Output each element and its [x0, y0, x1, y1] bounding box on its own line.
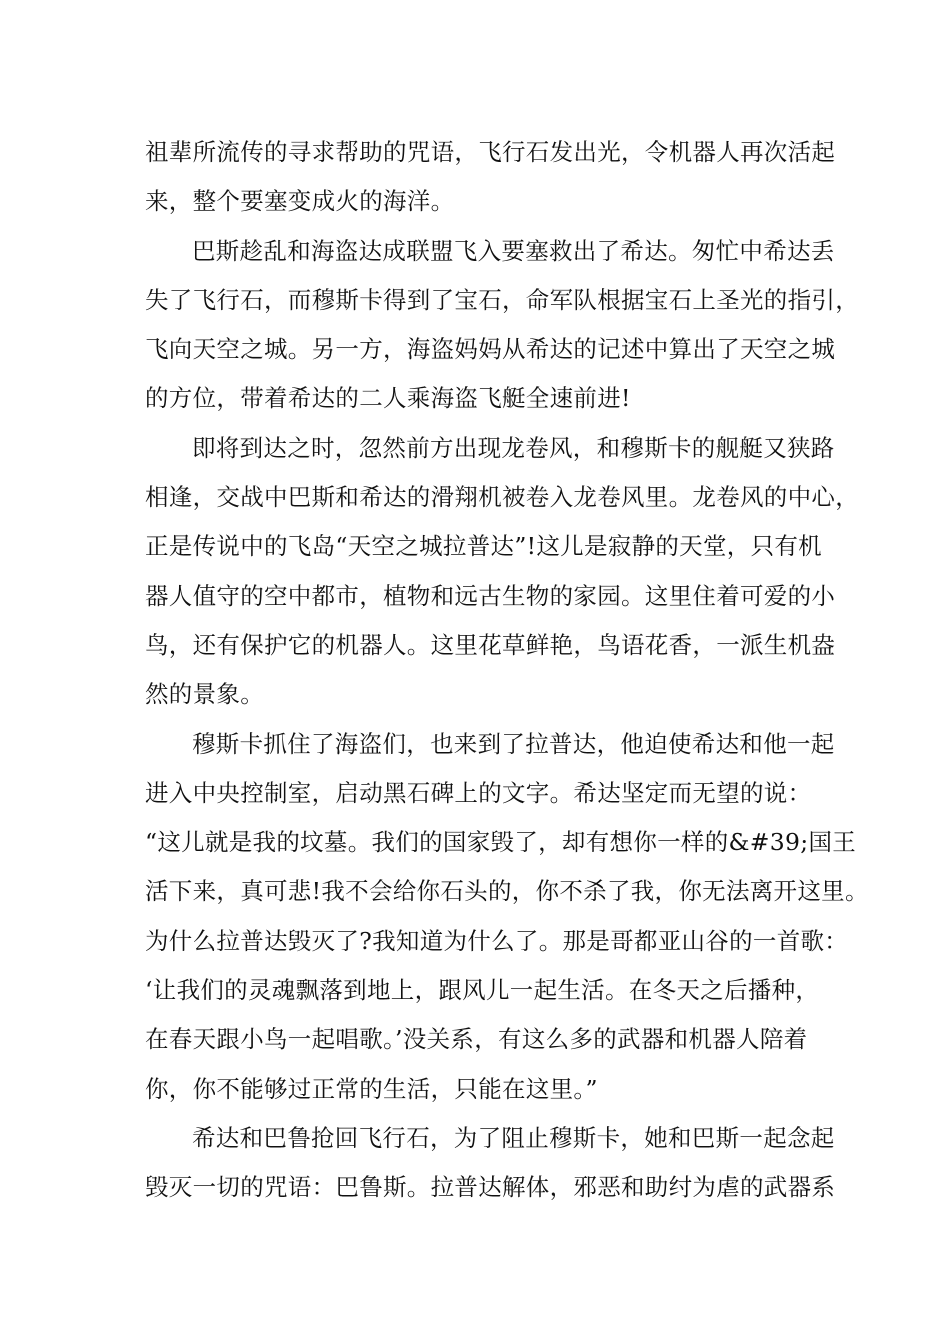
text-line: 进入中央控制室，启动黑石碑上的文字。希达坚定而无望的说： [145, 778, 812, 807]
paragraph [145, 128, 836, 227]
text-line: 失了飞行石，而穆斯卡得到了宝石，命军队根据宝石上圣光的指引， [145, 285, 859, 314]
paragraph [145, 424, 859, 720]
text-line: 穆斯卡抓住了海盗们，也来到了拉普达，他迫使希达和他一起 [192, 729, 835, 758]
text-line: 相逢，交战中巴斯和希达的滑翔机被卷入龙卷风里。龙卷风的中心， [145, 483, 859, 512]
text-line: 希达和巴鲁抢回飞行石，为了阻止穆斯卡，她和巴斯一起念起 [192, 1123, 835, 1152]
text-line: 即将到达之时，忽然前方出现龙卷风，和穆斯卡的舰艇又狭路 [192, 433, 835, 462]
text-line: 祖辈所流传的寻求帮助的咒语，飞行石发出光，令机器人再次活起 [145, 138, 836, 166]
paragraph [145, 720, 869, 1114]
text-line: 然的景象。 [145, 680, 264, 709]
text-line: 器人值守的空中都市，植物和远古生物的家园。这里住着可爱的小 [145, 581, 836, 610]
text-line: 来，整个要塞变成火的海洋。 [145, 187, 455, 216]
paragraph [145, 227, 859, 424]
text-line: 飞向天空之城。另一方，海盗妈妈从希达的记述中算出了天空之城 [145, 335, 836, 364]
text-line: “这儿就是我的坟墓。我们的国家毁了，却有想你一样的&#39;国王 [145, 828, 857, 857]
paragraph [145, 1114, 836, 1213]
text-line: 正是传说中的飞岛“天空之城拉普达”!这儿是寂静的天堂，只有机 [145, 532, 822, 561]
text-line: 巴斯趁乱和海盗达成联盟飞入要塞救出了希达。匆忙中希达丢 [192, 236, 835, 265]
text-line: 毁灭一切的咒语：巴鲁斯。拉普达解体，邪恶和助纣为虐的武器系 [145, 1173, 836, 1202]
text-line: 鸟，还有保护它的机器人。这里花草鲜艳，鸟语花香，一派生机盎 [145, 630, 836, 659]
text-line: ‘让我们的灵魂飘落到地上，跟风儿一起生活。在冬天之后播种， [145, 976, 820, 1005]
text-line: 在春天跟小鸟一起唱歌。’没关系，有这么多的武器和机器人陪着 [145, 1025, 808, 1054]
text-line: 为什么拉普达毁灭了?我知道为什么了。那是哥都亚山谷的一首歌： [145, 926, 849, 955]
text-line: 你，你不能够过正常的生活，只能在这里。” [145, 1074, 598, 1103]
text-line: 的方位，带着希达的二人乘海盗飞艇全速前进! [145, 384, 631, 413]
body-text [145, 128, 869, 1213]
text-line: 活下来，真可悲!我不会给你石头的，你不杀了我，你无法离开这里。 [145, 877, 869, 906]
